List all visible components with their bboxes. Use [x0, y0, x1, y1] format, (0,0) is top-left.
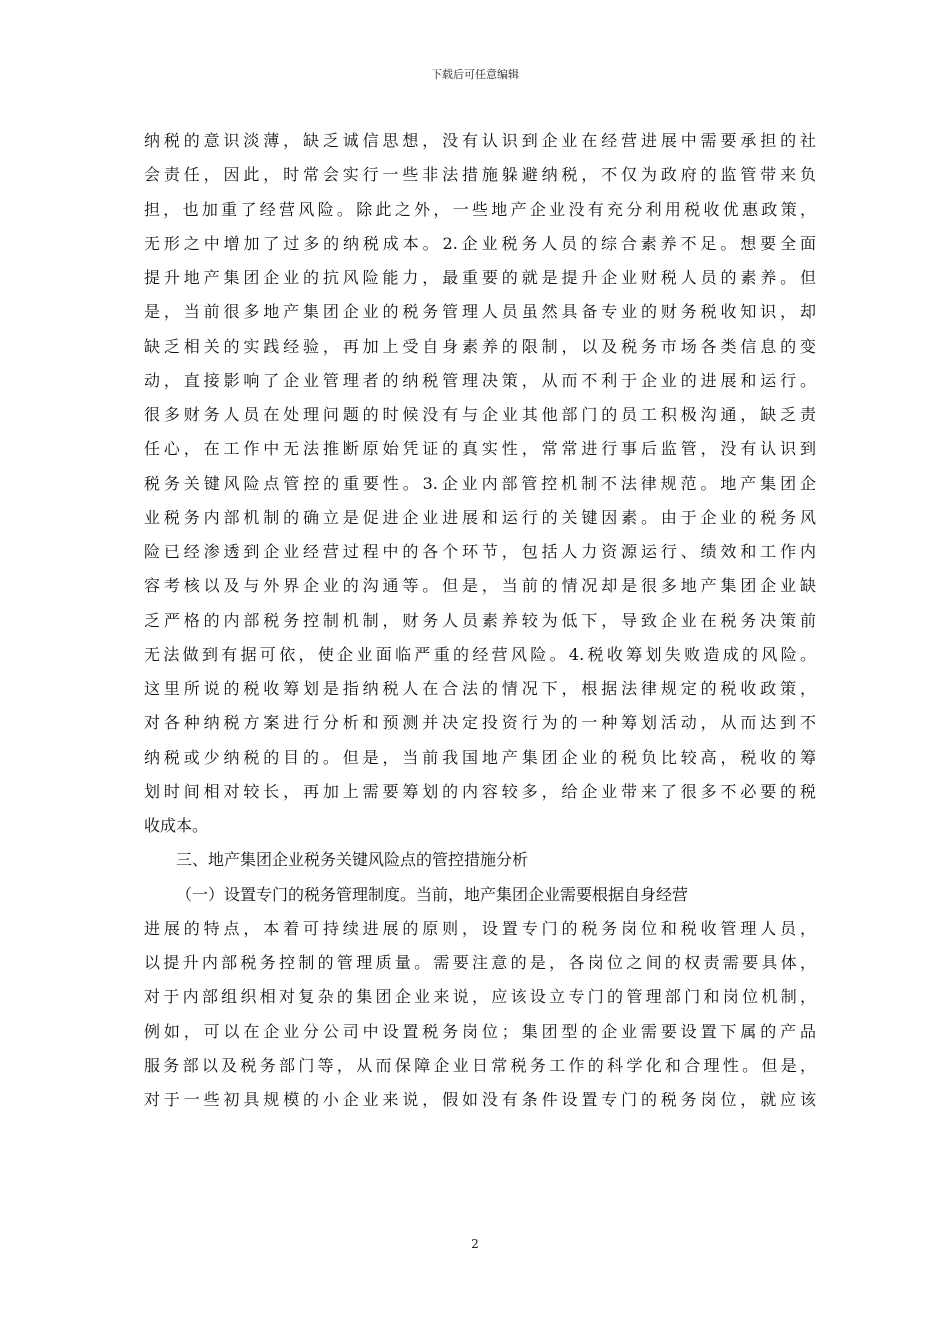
text-line: 业税务内部机制的确立是促进企业进展和运行的关键因素。由于企业的税务风	[144, 507, 816, 527]
text-line: 划时间相对较长，再加上需要筹划的内容较多，给企业带来了很多不必要的税	[144, 781, 816, 801]
text-line: 这里所说的税收筹划是指纳税人在合法的情况下，根据法律规定的税收政策，	[144, 679, 816, 698]
document-body	[144, 124, 816, 1117]
text-line: 对于内部组织相对复杂的集团企业来说，应该设立专门的管理部门和岗位机制，	[144, 987, 816, 1007]
text-line: 无形之中增加了过多的纳税成本。2.企业税务人员的综合素养不足。想要全面	[144, 233, 816, 253]
section-heading: 三、地产集团企业税务关键风险点的管控措施分析	[176, 850, 529, 870]
text-line: 服务部以及税务部门等，从而保障企业日常税务工作的科学化和合理性。但是，	[144, 1055, 816, 1075]
text-line: 对各种纳税方案进行分析和预测并决定投资行为的一种筹划活动，从而达到不	[144, 713, 816, 733]
text-line: 担，也加重了经营风险。除此之外，一些地产企业没有充分利用税收优惠政策，	[144, 199, 816, 219]
text-line: 乏严格的内部税务控制机制，财务人员素养较为低下，导致企业在税务决策前	[144, 610, 816, 630]
text-line: 以提升内部税务控制的管理质量。需要注意的是，各岗位之间的权责需要具体，	[144, 953, 816, 972]
text-line: 进展的特点，本着可持续进展的原则，设置专门的税务岗位和税收管理人员，	[144, 918, 816, 938]
text-line: 会责任，因此，时常会实行一些非法措施躲避纳税，不仅为政府的监管带来负	[144, 165, 816, 185]
text-line: （一）设置专门的税务管理制度。当前，地产集团企业需要根据自身经营	[176, 884, 689, 904]
text-line: 纳税的意识淡薄，缺乏诚信思想，没有认识到企业在经营进展中需要承担的社	[144, 131, 816, 150]
text-line: 税务关键风险点管控的重要性。3.企业内部管控机制不法律规范。地产集团企	[144, 473, 816, 493]
text-line: 提升地产集团企业的抗风险能力，最重要的就是提升企业财税人员的素养。但	[144, 268, 816, 287]
text-line: 很多财务人员在处理问题的时候没有与企业其他部门的员工积极沟通，缺乏责	[144, 405, 816, 424]
text-line: 例如，可以在企业分公司中设置税务岗位；集团型的企业需要设置下属的产品	[144, 1021, 816, 1041]
text-line: 动，直接影响了企业管理者的纳税管理决策，从而不利于企业的进展和运行。	[144, 370, 816, 390]
text-line: 任心，在工作中无法推断原始凭证的真实性，常常进行事后监管，没有认识到	[144, 439, 816, 459]
text-line: 是，当前很多地产集团企业的税务管理人员虽然具备专业的财务税收知识，却	[144, 302, 816, 322]
text-line: 无法做到有据可依，使企业面临严重的经营风险。4.税收筹划失败造成的风险。	[144, 644, 816, 664]
text-line: 收成本。	[144, 816, 209, 835]
page-number: 2	[471, 1237, 479, 1251]
text-line: 险已经渗透到企业经营过程中的各个环节，包括人力资源运行、绩效和工作内	[144, 542, 816, 561]
page-header: 下载后可任意编辑	[431, 68, 519, 81]
text-line: 容考核以及与外界企业的沟通等。但是，当前的情况却是很多地产集团企业缺	[144, 576, 816, 596]
text-line: 纳税或少纳税的目的。但是，当前我国地产集团企业的税负比较高，税收的筹	[144, 747, 816, 767]
text-line: 缺乏相关的实践经验，再加上受自身素养的限制，以及税务市场各类信息的变	[144, 336, 816, 356]
text-line: 对于一些初具规模的小企业来说，假如没有条件设置专门的税务岗位，就应该	[144, 1090, 816, 1109]
